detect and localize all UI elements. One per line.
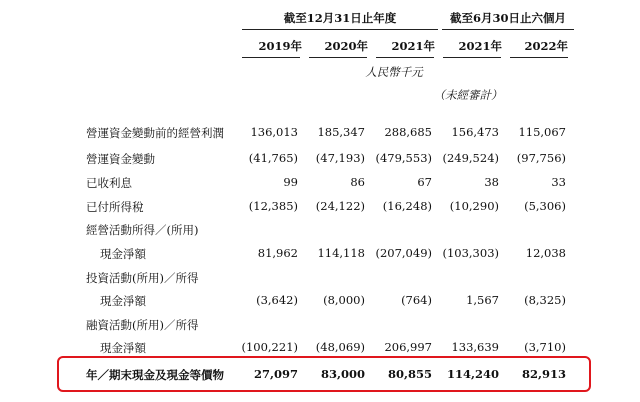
year-2019: 2019年 bbox=[258, 39, 302, 53]
row-value-2019: (12,385) bbox=[248, 199, 298, 213]
row-value-2019: (3,642) bbox=[256, 293, 298, 307]
row-label: 營運資金變動 bbox=[86, 152, 155, 166]
unit-label: 人民幣千元 bbox=[365, 65, 423, 79]
total-row-value-2022-half: 82,913 bbox=[521, 367, 566, 381]
row-value-2022-half: 115,067 bbox=[518, 125, 566, 139]
row-label: 現金淨額 bbox=[100, 247, 146, 261]
header-full-year-group: 截至12月31日止年度 bbox=[283, 11, 397, 25]
row-value-2021-half: (10,290) bbox=[449, 199, 499, 213]
row-label: 現金淨額 bbox=[100, 294, 146, 308]
row-value-2021-full: 288,685 bbox=[384, 125, 432, 139]
year-rule-5 bbox=[510, 57, 568, 58]
row-value-2021-full: (207,049) bbox=[375, 246, 432, 260]
header-half-year-group: 截至6月30日止六個月 bbox=[449, 11, 566, 25]
row-label: 融資活動(所用)／所得 bbox=[86, 318, 199, 332]
row-value-2022-half: (5,306) bbox=[524, 199, 566, 213]
row-label: 現金淨額 bbox=[100, 341, 146, 355]
row-value-2019: (100,221) bbox=[241, 340, 298, 354]
row-value-2020: 86 bbox=[350, 175, 365, 189]
total-row-value-2021-full: 80,855 bbox=[387, 367, 432, 381]
row-value-2022-half: 33 bbox=[551, 175, 566, 189]
row-value-2021-half: 133,639 bbox=[451, 340, 499, 354]
row-value-2020: (24,122) bbox=[315, 199, 365, 213]
total-row-label: 年／期末現金及現金等價物 bbox=[86, 368, 224, 382]
row-value-2022-half: (8,325) bbox=[524, 293, 566, 307]
row-value-2019: 99 bbox=[283, 175, 298, 189]
row-value-2022-half: (97,756) bbox=[516, 151, 566, 165]
year-rule-3 bbox=[376, 57, 434, 58]
row-value-2021-full: (479,553) bbox=[375, 151, 432, 165]
row-value-2021-half: 38 bbox=[484, 175, 499, 189]
year-2021-half: 2021年 bbox=[458, 39, 502, 53]
row-label: 投資活動(所用)／所得 bbox=[86, 271, 199, 285]
row-value-2020: (8,000) bbox=[323, 293, 365, 307]
row-label: 經營活動所得／(所用) bbox=[86, 223, 199, 237]
row-value-2022-half: (3,710) bbox=[524, 340, 566, 354]
row-value-2019: 81,962 bbox=[257, 246, 298, 260]
year-rule-4 bbox=[443, 57, 501, 58]
row-value-2021-full: 206,997 bbox=[384, 340, 432, 354]
year-rule-2 bbox=[309, 57, 367, 58]
total-row-value-2020: 83,000 bbox=[320, 367, 365, 381]
row-value-2021-full: (764) bbox=[401, 293, 432, 307]
row-value-2021-half: (249,524) bbox=[442, 151, 499, 165]
row-label: 營運資金變動前的經營利潤 bbox=[86, 126, 224, 140]
row-value-2021-half: 1,567 bbox=[466, 293, 499, 307]
row-value-2019: (41,765) bbox=[248, 151, 298, 165]
row-value-2021-full: 67 bbox=[417, 175, 432, 189]
row-value-2019: 136,013 bbox=[250, 125, 298, 139]
header-full-year-rule bbox=[242, 29, 438, 30]
row-value-2020: (48,069) bbox=[315, 340, 365, 354]
row-label: 已付所得稅 bbox=[86, 200, 144, 214]
row-value-2020: (47,193) bbox=[315, 151, 365, 165]
unaudited-label: （未經審計） bbox=[433, 88, 503, 102]
row-label: 已收利息 bbox=[86, 176, 132, 190]
header-half-year-rule bbox=[442, 29, 574, 30]
total-row-value-2021-half: 114,240 bbox=[446, 367, 499, 381]
row-value-2020: 114,118 bbox=[317, 246, 365, 260]
row-value-2021-full: (16,248) bbox=[382, 199, 432, 213]
row-value-2020: 185,347 bbox=[317, 125, 365, 139]
row-value-2022-half: 12,038 bbox=[525, 246, 566, 260]
year-2022-half: 2022年 bbox=[524, 39, 568, 53]
year-2021-full: 2021年 bbox=[391, 39, 435, 53]
total-row-value-2019: 27,097 bbox=[253, 367, 298, 381]
row-value-2021-half: 156,473 bbox=[451, 125, 499, 139]
year-rule-1 bbox=[242, 57, 300, 58]
row-value-2021-half: (103,303) bbox=[442, 246, 499, 260]
year-2020: 2020年 bbox=[324, 39, 368, 53]
